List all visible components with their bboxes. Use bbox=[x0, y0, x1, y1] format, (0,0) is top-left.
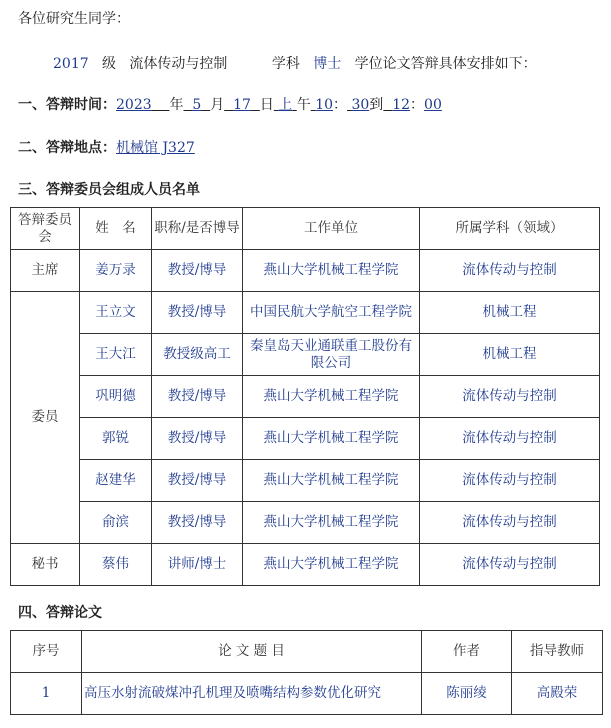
committee-table bbox=[10, 207, 600, 586]
time-ampm: 上 bbox=[278, 97, 293, 113]
intro-line bbox=[53, 53, 537, 73]
time-end-hour: 12 bbox=[392, 97, 411, 113]
member-unit: 燕山大学机械工程学院 bbox=[243, 376, 420, 418]
member-name: 郭锐 bbox=[80, 418, 152, 460]
section3-heading: 三、答辩委员会组成人员名单 bbox=[18, 182, 200, 198]
member-field: 机械工程 bbox=[420, 334, 600, 376]
thesis-header-row bbox=[11, 631, 603, 673]
header-thesis-title: 论 文 题 目 bbox=[82, 631, 422, 673]
member-name: 姜万录 bbox=[80, 250, 152, 292]
role-chair: 主席 bbox=[11, 250, 80, 292]
time-start-min: 30 bbox=[351, 97, 370, 113]
time-start-hour: 10 bbox=[315, 97, 334, 113]
table-row bbox=[11, 376, 600, 418]
member-name: 赵建华 bbox=[80, 460, 152, 502]
member-unit: 中国民航大学航空工程学院 bbox=[243, 292, 420, 334]
header-author: 作者 bbox=[422, 631, 512, 673]
header-no: 序号 bbox=[11, 631, 82, 673]
time-ampm-unit: 午 bbox=[296, 97, 311, 113]
member-title: 教授级高工 bbox=[152, 334, 243, 376]
role-secretary: 秘书 bbox=[11, 544, 80, 586]
member-title: 教授/博导 bbox=[152, 292, 243, 334]
table-row bbox=[11, 544, 600, 586]
location-value: 机械馆 J327 bbox=[116, 140, 195, 156]
role-member: 委员 bbox=[11, 292, 80, 544]
member-unit: 燕山大学机械工程学院 bbox=[243, 250, 420, 292]
section1-heading: 一、答辩时间： bbox=[18, 97, 116, 113]
thesis-title: 高压水射流破煤冲孔机理及喷嘴结构参数优化研究 bbox=[82, 673, 422, 715]
member-unit: 燕山大学机械工程学院 bbox=[243, 460, 420, 502]
member-title: 讲师/博士 bbox=[152, 544, 243, 586]
defense-location-line bbox=[18, 137, 195, 157]
header-field: 所属学科（领域） bbox=[420, 208, 600, 250]
time-year-unit: 年 bbox=[169, 97, 184, 113]
header-title: 职称/是否博导 bbox=[152, 208, 243, 250]
thesis-advisor: 高殿荣 bbox=[512, 673, 603, 715]
defense-time-line bbox=[18, 94, 442, 114]
thesis-no: 1 bbox=[11, 673, 82, 715]
member-field: 流体传动与控制 bbox=[420, 250, 600, 292]
intro-tail: 学位论文答辩具体安排如下： bbox=[354, 56, 537, 72]
table-row bbox=[11, 418, 600, 460]
member-title: 教授/博导 bbox=[152, 460, 243, 502]
member-name: 王大江 bbox=[80, 334, 152, 376]
time-end-min: 00 bbox=[424, 97, 442, 113]
time-day: 17 bbox=[233, 97, 251, 113]
intro-grade: 级 bbox=[102, 56, 116, 72]
intro-major: 流体传动与控制 bbox=[129, 56, 228, 72]
member-unit: 秦皇岛天业通联重工股份有限公司 bbox=[243, 334, 420, 376]
member-field: 流体传动与控制 bbox=[420, 502, 600, 544]
member-field: 流体传动与控制 bbox=[420, 460, 600, 502]
member-name: 俞滨 bbox=[80, 502, 152, 544]
member-title: 教授/博导 bbox=[152, 250, 243, 292]
member-name: 巩明德 bbox=[80, 376, 152, 418]
member-unit: 燕山大学机械工程学院 bbox=[243, 502, 420, 544]
greeting: 各位研究生同学： bbox=[18, 11, 130, 27]
header-advisor: 指导教师 bbox=[512, 631, 603, 673]
time-month: 5 bbox=[192, 97, 202, 113]
table-row bbox=[11, 334, 600, 376]
member-unit: 燕山大学机械工程学院 bbox=[243, 418, 420, 460]
time-year: 2023 bbox=[116, 97, 152, 113]
member-title: 教授/博导 bbox=[152, 502, 243, 544]
table-row bbox=[11, 250, 600, 292]
time-month-unit: 月 bbox=[210, 97, 225, 113]
intro-degree: 博士 bbox=[313, 56, 342, 72]
header-unit: 工作单位 bbox=[243, 208, 420, 250]
section2-heading: 二、答辩地点： bbox=[18, 140, 116, 156]
member-unit: 燕山大学机械工程学院 bbox=[243, 544, 420, 586]
time-to: 到 bbox=[369, 97, 384, 113]
committee-header-row bbox=[11, 208, 600, 250]
table-row bbox=[11, 673, 603, 715]
table-row bbox=[11, 460, 600, 502]
table-row bbox=[11, 502, 600, 544]
member-name: 蔡伟 bbox=[80, 544, 152, 586]
header-name: 姓 名 bbox=[80, 208, 152, 250]
member-title: 教授/博导 bbox=[152, 376, 243, 418]
member-field: 流体传动与控制 bbox=[420, 418, 600, 460]
time-sep2: ： bbox=[410, 97, 425, 113]
section4-heading: 四、答辩论文 bbox=[18, 605, 102, 621]
time-day-unit: 日 bbox=[259, 97, 274, 113]
header-committee: 答辩委员会 bbox=[11, 208, 80, 250]
thesis-author: 陈丽绫 bbox=[422, 673, 512, 715]
member-name: 王立文 bbox=[80, 292, 152, 334]
time-sep1: ： bbox=[333, 97, 348, 113]
member-field: 机械工程 bbox=[420, 292, 600, 334]
thesis-table bbox=[10, 630, 603, 715]
intro-subject-label: 学科 bbox=[271, 56, 300, 72]
member-field: 流体传动与控制 bbox=[420, 544, 600, 586]
table-row bbox=[11, 292, 600, 334]
member-title: 教授/博导 bbox=[152, 418, 243, 460]
member-field: 流体传动与控制 bbox=[420, 376, 600, 418]
intro-year: 2017 bbox=[53, 56, 89, 72]
